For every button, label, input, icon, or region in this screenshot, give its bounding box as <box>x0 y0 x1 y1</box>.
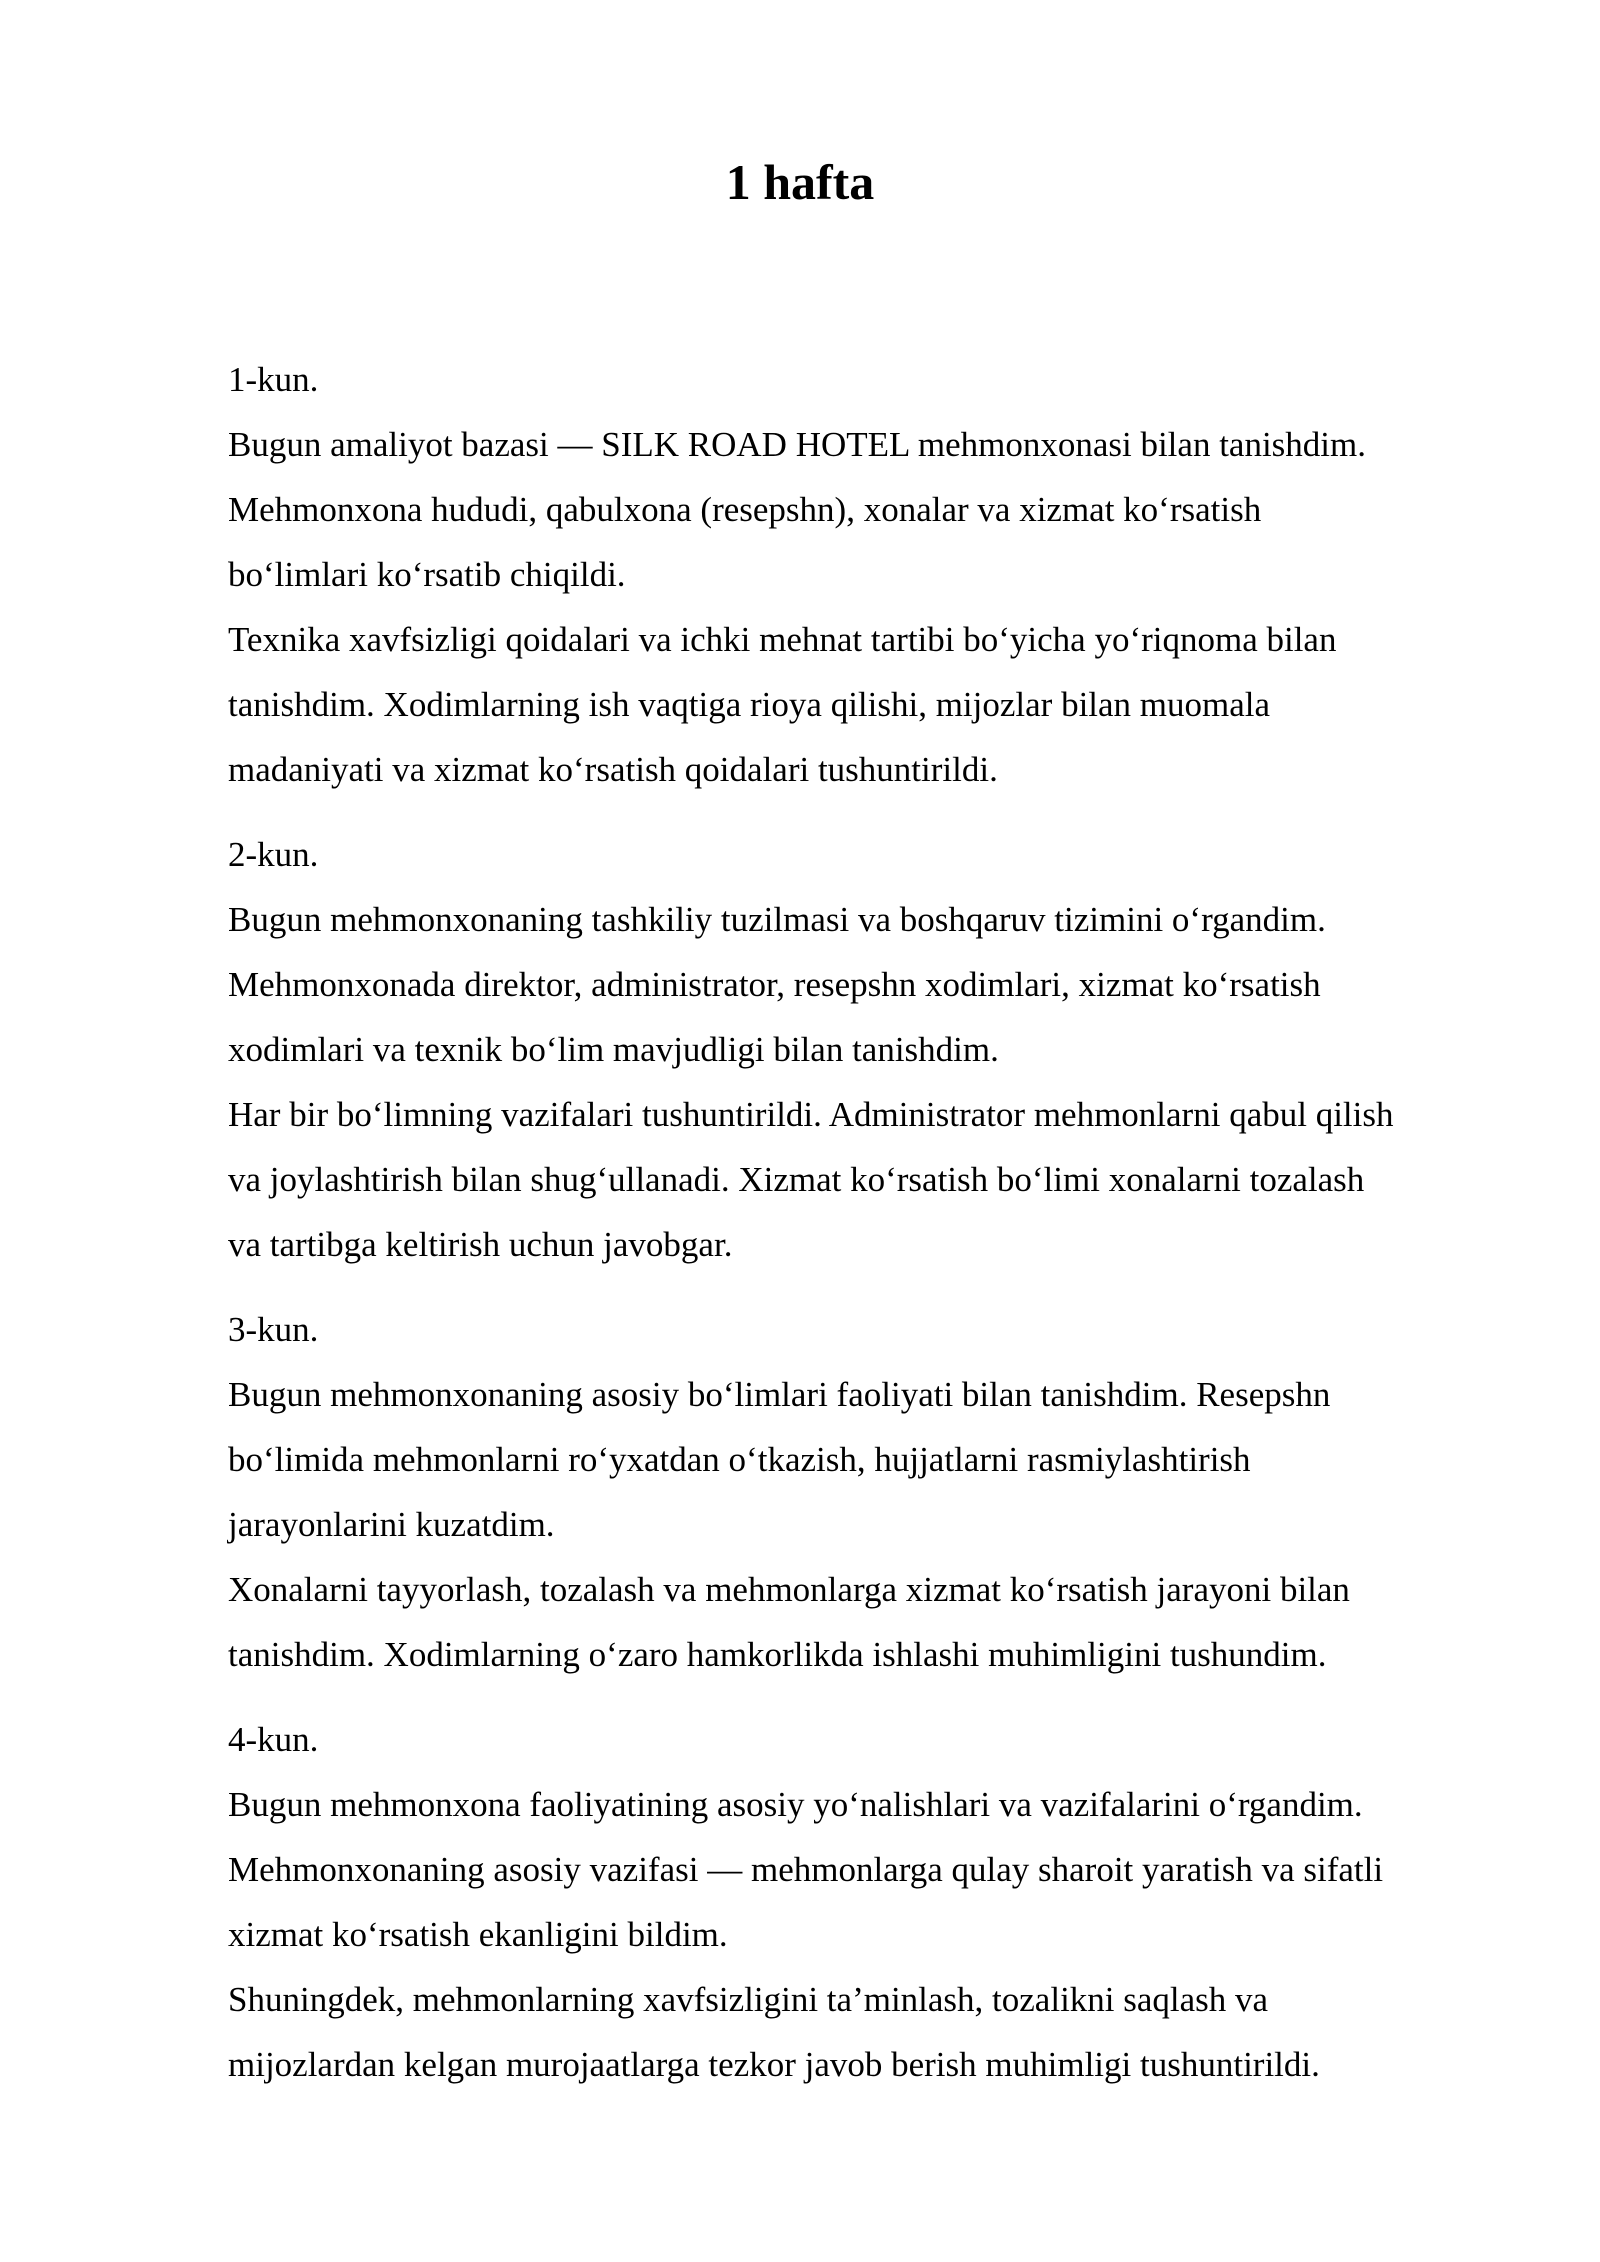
paragraph-line: Har bir bo‘limning vazifalari tushuntirildi. Administrator mehmonlarni qabul qilish <box>228 1095 1394 1134</box>
paragraph-line: Bugun amaliyot bazasi — SILK ROAD HOTEL mehmonxonasi bilan tanishdim. <box>228 425 1366 464</box>
paragraph-line: jarayonlarini kuzatdim. <box>228 1505 555 1544</box>
paragraph-line: Mehmonxonada direktor, administrator, resepshn xodimlari, xizmat ko‘rsatish <box>228 965 1321 1004</box>
day-heading: 2-kun. <box>228 835 319 874</box>
paragraph-line: xodimlari va texnik bo‘lim mavjudligi bilan tanishdim. <box>228 1030 999 1069</box>
paragraph-line: va joylashtirish bilan shug‘ullanadi. Xizmat ko‘rsatish bo‘limi xonalarni tozalash <box>228 1160 1365 1199</box>
paragraph-line: xizmat ko‘rsatish ekanligini bildim. <box>228 1915 728 1954</box>
paragraph-line: tanishdim. Xodimlarning o‘zaro hamkorlikda ishlashi muhimligini tushundim. <box>228 1635 1327 1674</box>
paragraph-line: tanishdim. Xodimlarning ish vaqtiga rioya qilishi, mijozlar bilan muomala <box>228 685 1271 724</box>
day-entry-1 <box>228 347 1528 802</box>
paragraph-line: va tartibga keltirish uchun javobgar. <box>228 1225 733 1264</box>
page-title: 1 hafta <box>725 154 875 210</box>
paragraph-line: Bugun mehmonxonaning tashkiliy tuzilmasi va boshqaruv tizimini o‘rgandim. <box>228 900 1326 939</box>
paragraph-line: bo‘limlari ko‘rsatib chiqildi. <box>228 555 626 594</box>
paragraph-line: Bugun mehmonxona faoliyatining asosiy yo‘nalishlari va vazifalarini o‘rgandim. <box>228 1785 1363 1824</box>
day-entry-4 <box>228 1707 1528 2097</box>
day-entry-2 <box>228 822 1528 1277</box>
paragraph-line: Texnika xavfsizligi qoidalari va ichki mehnat tartibi bo‘yicha yo‘riqnoma bilan <box>228 620 1337 659</box>
paragraph-line: mijozlardan kelgan murojaatlarga tezkor javob berish muhimligi tushuntirildi. <box>228 2045 1320 2084</box>
paragraph-line: Mehmonxonaning asosiy vazifasi — mehmonlarga qulay sharoit yaratish va sifatli <box>228 1850 1384 1889</box>
document-body <box>228 347 1528 2117</box>
paragraph-line: madaniyati va xizmat ko‘rsatish qoidalari tushuntirildi. <box>228 750 998 789</box>
paragraph-line: Mehmonxona hududi, qabulxona (resepshn), xonalar va xizmat ko‘rsatish <box>228 490 1262 529</box>
day-heading: 4-kun. <box>228 1720 319 1759</box>
day-entry-3 <box>228 1297 1528 1687</box>
paragraph-line: bo‘limida mehmonlarni ro‘yxatdan o‘tkazish, hujjatlarni rasmiylashtirish <box>228 1440 1251 1479</box>
day-heading: 3-kun. <box>228 1310 319 1349</box>
paragraph-line: Shuningdek, mehmonlarning xavfsizligini ta’minlash, tozalikni saqlash va <box>228 1980 1269 2019</box>
paragraph-line: Bugun mehmonxonaning asosiy bo‘limlari faoliyati bilan tanishdim. Resepshn <box>228 1375 1331 1414</box>
paragraph-line: Xonalarni tayyorlash, tozalash va mehmonlarga xizmat ko‘rsatish jarayoni bilan <box>228 1570 1350 1609</box>
day-heading: 1-kun. <box>228 360 319 399</box>
